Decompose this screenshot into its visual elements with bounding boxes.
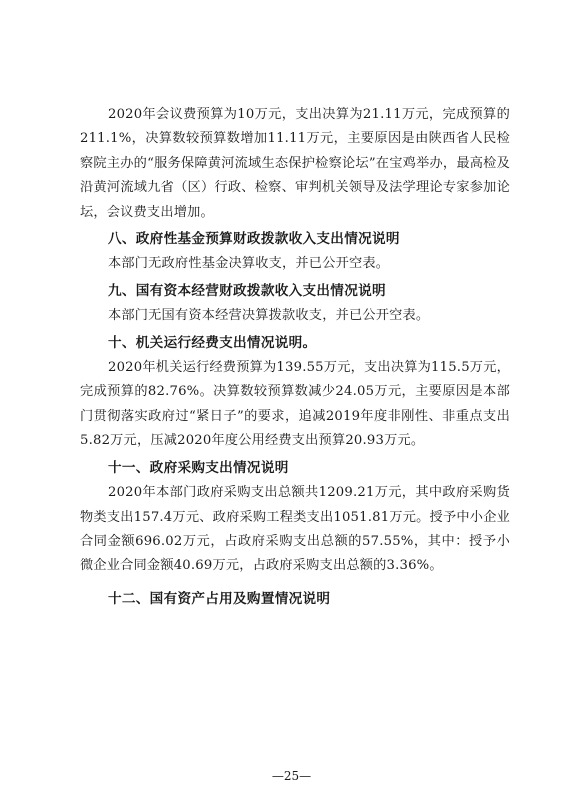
- paragraph-state-capital: 本部门无国有资本经营决算拨款收支，并已公开空表。: [108, 308, 430, 324]
- section-heading-8: 八、政府性基金预算财政拨款收入支出情况说明: [108, 231, 400, 248]
- section-heading-11: 十一、政府采购支出情况说明: [108, 459, 289, 476]
- document-body: [80, 103, 510, 612]
- paragraph-meeting-expenses: 2020年会议费预算为10万元，支出决算为21.11万元，完成预算的211.1%，决算数较预算数增加11.11万元，主要原因是由陕西省人民检察院主办的“服务保障黄河流域生态保护检察论坛”在宝鸡举办，最高检及沿黄河流域九省（区）行政、检察、审判机关领导及法学理论专家参加论坛，会议费支出增加。: [80, 107, 510, 220]
- section-heading-12: 十二、国有资产占用及购置情况说明: [108, 590, 331, 607]
- section-heading-10: 十、机关运行经费支出情况说明。: [108, 334, 317, 351]
- paragraph-operating-expenses: 2020年机关运行经费预算为139.55万元，支出决算为115.5万元，完成预算的82.76%。决算数较预算数减少24.05万元，主要原因是本部门贯彻落实政府过“紧日子”的要求，追减2019年度非刚性、非重点支出5.82万元，压减2020年度公用经费支出预算20.93万元。: [80, 360, 510, 449]
- paragraph-government-fund: 本部门无政府性基金决算收支，并已公开空表。: [108, 256, 390, 272]
- page-number: —25—: [271, 769, 312, 783]
- paragraph-procurement: 2020年本部门政府采购支出总额共1209.21万元，其中政府采购货物类支出157.4万元、政府采购工程类支出1051.81万元。授予中小企业合同金额696.02万元，占政府采购支出总额的57.55%，其中：授予小微企业合同金额40.69万元，占政府采购支出总额的3.36%。: [80, 485, 510, 574]
- section-heading-9: 九、国有资本经营财政拨款收入支出情况说明: [108, 282, 386, 299]
